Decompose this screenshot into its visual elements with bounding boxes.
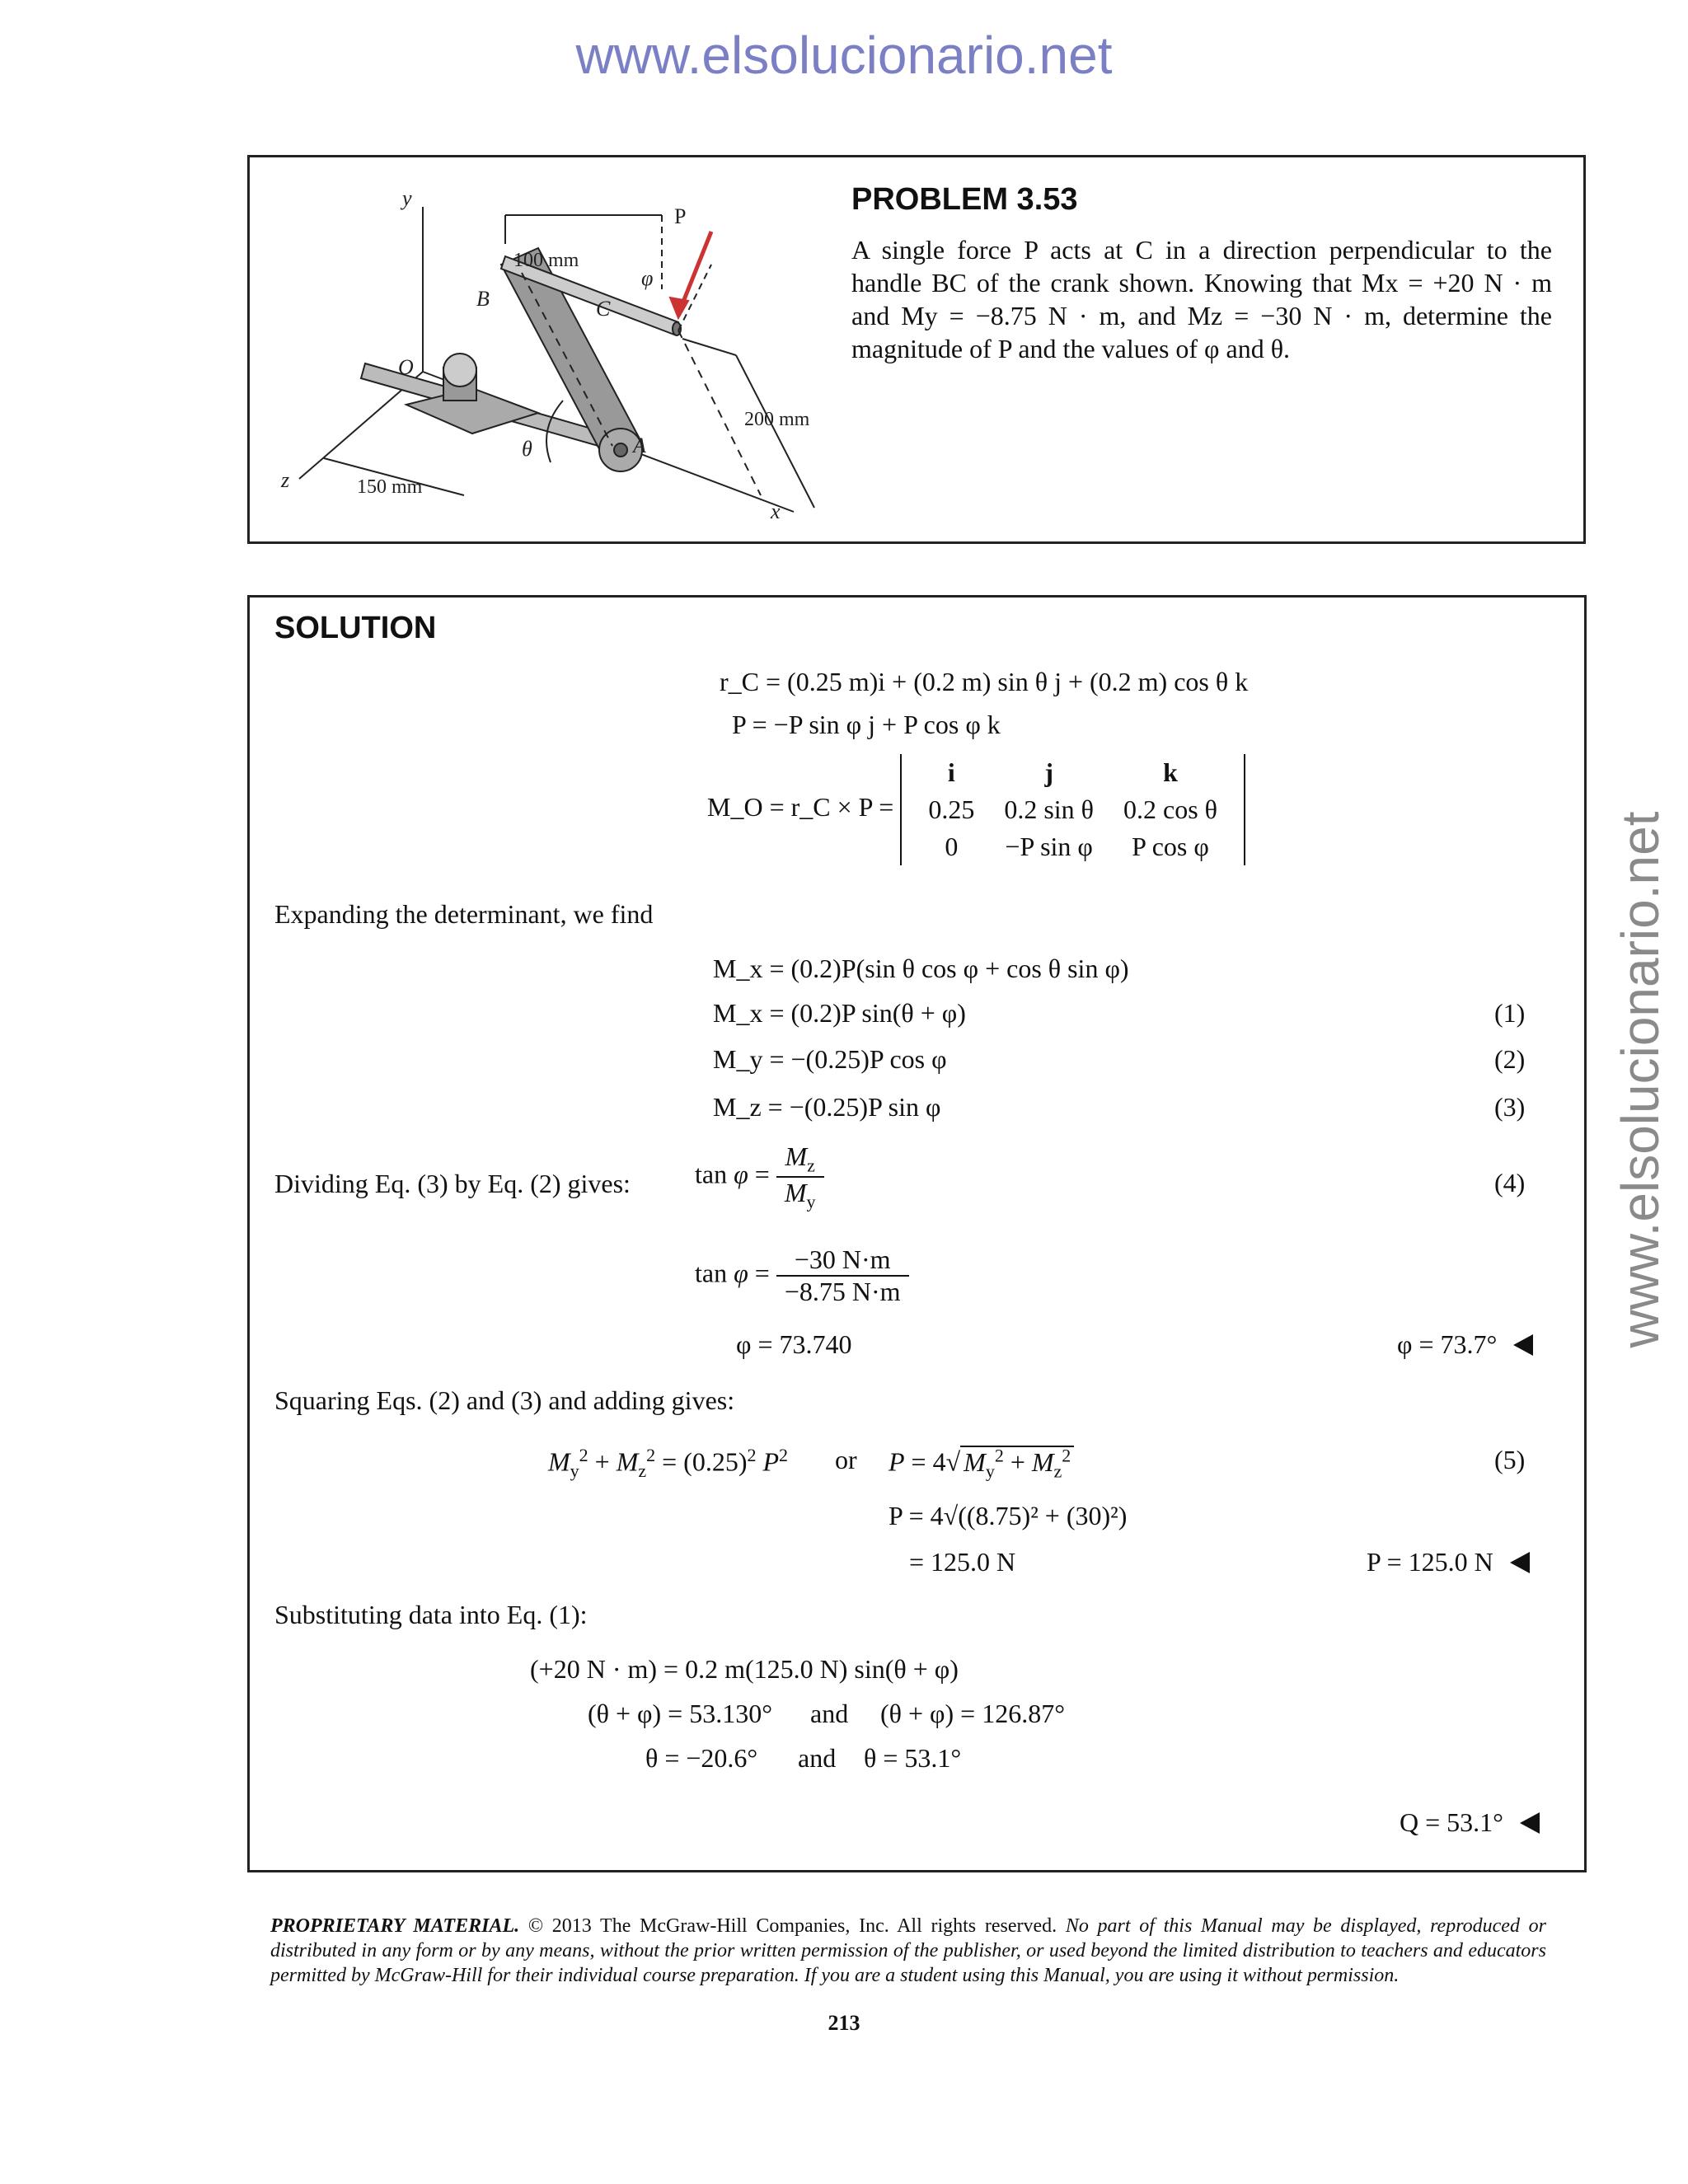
eq-subst-2b: (θ + φ) = 126.87° [880,1699,1065,1728]
label-A: A [633,434,646,457]
text-squaring: Squaring Eqs. (2) and (3) and adding gives: [274,1385,735,1415]
eq-mz: M_z = −(0.25)P sin φ [713,1092,941,1122]
result-p: P = 125.0 N [1367,1547,1530,1577]
det-lhs: M_O = r_C × P = [707,791,894,822]
eq-mx2: M_x = (0.2)P sin(θ + φ) [713,998,966,1028]
solution-title: SOLUTION [274,611,437,645]
text-and-2: and [798,1743,837,1773]
label-x: x [771,499,781,523]
text-expanding: Expanding the determinant, we find [274,899,654,929]
eq-my: M_y = −(0.25)P cos φ [713,1044,947,1074]
eq-phi-value: φ = 73.740 [736,1329,852,1359]
label-z: z [281,468,290,492]
problem-title: PROBLEM 3.53 [851,182,1078,217]
eq-mx1: M_x = (0.2)P(sin θ cos φ + cos θ sin φ) [713,954,1129,983]
problem-text: A single force P acts at C in a direction perpendicular to the handle BC of the crank shown. Knowing that Mx = +20 N · m and My = −8.75 N · m, and Mz = −30 N · m, determine the magnitude of P and the values of φ and θ. [851,235,1552,363]
problem-box [247,155,1586,544]
answer-marker-icon [1520,1812,1540,1834]
label-theta: θ [522,437,532,461]
solution-box [247,595,1587,1872]
label-y: y [402,186,412,210]
eq-theta-b: θ = 53.1° [864,1743,962,1773]
eq-P: P = −P sin φ j + P cos φ k [732,710,1001,739]
eq-number-5: (5) [1494,1445,1526,1474]
eq-p-formula: P = 4√ $M_y^2 + M_z^2$ [889,1445,1074,1482]
eq-number-3: (3) [1494,1092,1526,1122]
eq-sum-squares: $M_y^2 + M_z^2 = (0.25)^2$ $P^2$ [548,1445,789,1482]
result-q: Q = 53.1° [1400,1807,1540,1838]
eq-determinant [707,754,1245,865]
determinant-matrix: i j k 0.25 0.2 sin θ 0.2 cos θ 0 −P sin φ P cos φ [900,754,1245,865]
label-phi: φ [641,266,654,290]
eq-number-2: (2) [1494,1044,1526,1074]
eq-subst-1: (+20 N · m) = 0.2 m(125.0 N) sin(θ + φ) [530,1654,959,1684]
label-B: B [476,287,490,311]
eq-tan-phi-values: tan φ = $\frac{-30 N\cdot m}{-8.75 N\cdot m}$ [695,1244,909,1307]
page-number: 213 [828,2011,860,2035]
label-P: P [674,204,687,228]
answer-marker-icon [1510,1552,1530,1573]
eq-subst-2a: (θ + φ) = 53.130° [588,1699,772,1728]
eq-p-values: P = 4√((8.75)² + (30)²) [889,1501,1128,1530]
eq-p-result: = 125.0 N [909,1547,1016,1577]
watermark-top: www.elsolucionario.net [575,26,1113,85]
text-substituting: Substituting data into Eq. (1): [274,1600,588,1629]
text-and-1: and [810,1699,849,1728]
text-or: or [835,1445,857,1474]
eq-number-4: (4) [1494,1168,1526,1197]
eq-tan-phi-ratio: tan φ = $\frac{M_z}{M_y}$ [695,1141,824,1213]
eq-number-1: (1) [1494,998,1526,1028]
watermark-side: www.elsolucionario.net [1611,811,1670,1348]
answer-marker-icon [1513,1334,1533,1356]
dim-150: 150 mm [357,476,423,498]
result-phi: φ = 73.7° [1397,1329,1533,1360]
label-C: C [596,297,611,321]
dim-200: 200 mm [744,409,810,430]
copyright-footer: PROPRIETARY MATERIAL. © 2013 The McGraw-Hill Companies, Inc. All rights reserved. No part of this Manual may be displayed, reproduced or distributed in any form or by any means, without the prior written permission of the publisher, or used beyond the limited distribution to teachers and educators permitted by McGraw-Hill for their individual course preparation. If you are a student using this Manual, you are using it without permission. [270,1915,1546,1986]
label-O: O [398,355,414,379]
eq-theta-a: θ = −20.6° [645,1743,758,1773]
dim-100: 100 mm [513,250,579,271]
eq-rc: r_C = (0.25 m)i + (0.2 m) sin θ j + (0.2 m) cos θ k [720,667,1249,696]
text-dividing: Dividing Eq. (3) by Eq. (2) gives: [274,1169,631,1198]
